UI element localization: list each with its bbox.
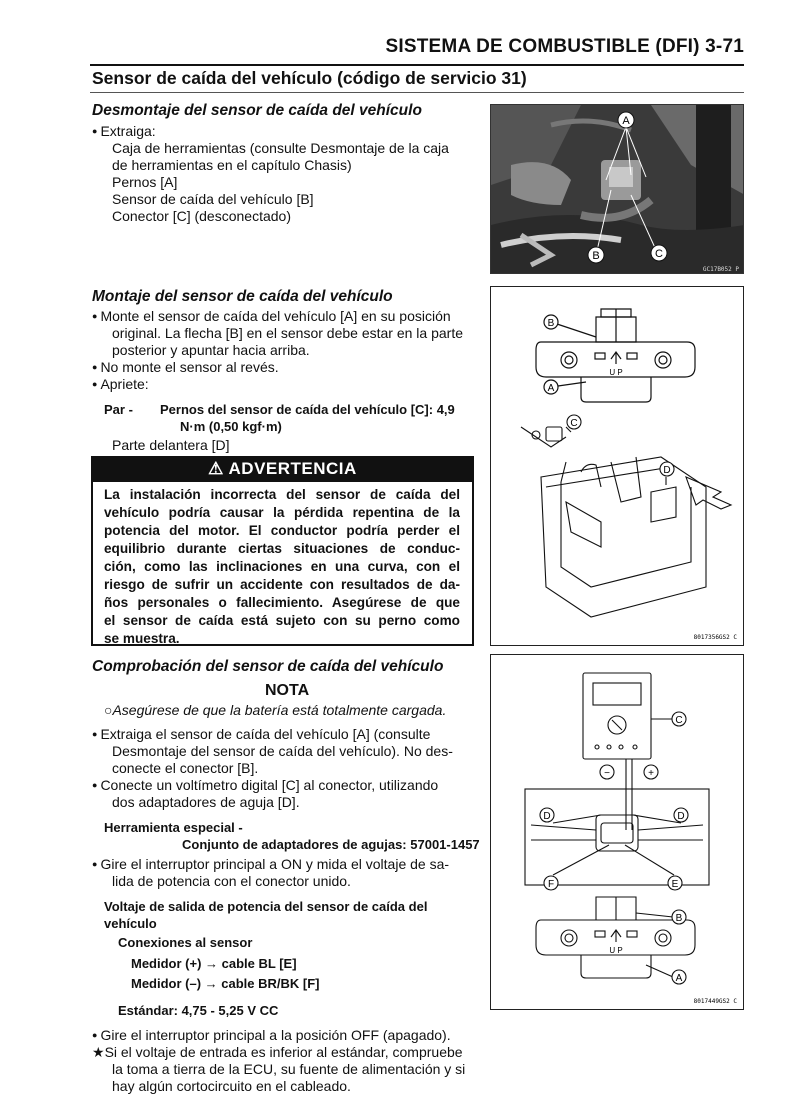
note-text: ○Asegúrese de que la batería está totalmente cargada.: [104, 702, 447, 718]
removal-line: Pernos [A]: [112, 174, 178, 190]
header-rule: [90, 64, 744, 66]
install-line: ● Apriete:: [92, 376, 149, 396]
photo-code: GC17B052 P: [702, 266, 739, 273]
check-figure: [490, 654, 744, 1010]
final-line: hay algún cortocircuito en el cableado.: [112, 1078, 351, 1094]
final-line: [92, 1044, 463, 1062]
star-icon: ★: [92, 1044, 105, 1060]
check-label-b: B: [675, 913, 683, 924]
check-line: ● Conecte un voltímetro digital [C] al conector, utilizando: [92, 777, 438, 797]
fig-label-b: B: [547, 318, 555, 329]
install-line: ● Monte el sensor de caída del vehículo [A] en su posición: [92, 308, 451, 328]
warning-line: riesgo de sufrir un accidente con resultados de da-: [104, 577, 460, 592]
spec-title: Voltaje de salida de potencia del sensor de caída del: [104, 899, 428, 914]
removal-line: Conector [C] (desconectado): [112, 208, 291, 224]
warning-line: se muestra.: [104, 631, 180, 646]
check-plus: +: [648, 768, 654, 779]
check-title: Comprobación del sensor de caída del vehículo: [92, 658, 444, 675]
tool-value: Conjunto de adaptadores de agujas: 57001-1457: [182, 837, 480, 852]
warning-line: ños personales o fallecimiento. Asegúrese de que: [104, 595, 460, 610]
meter-minus: Medidor (–) → cable BR/BK [F]: [131, 976, 320, 991]
torque-line: N·m (0,50 kgf·m): [180, 419, 282, 434]
install-line: ● No monte el sensor al revés.: [92, 359, 279, 379]
warning-line: equilibrio durante ciertas situaciones de conduc-: [104, 541, 460, 556]
warning-line: el sensor de caída está sujeto con su perno como: [104, 613, 460, 628]
switch-line: lida de potencia con el conector unido.: [112, 873, 351, 889]
warning-line: potencia del motor. El conductor podría perder el: [104, 523, 460, 538]
section-title: Sensor de caída del vehículo (código de servicio 31): [92, 68, 527, 88]
front-line: Parte delantera [D]: [112, 437, 230, 453]
torque-label: Par -: [104, 402, 133, 417]
tool-label: Herramienta especial -: [104, 820, 243, 835]
check-up-label: U P: [609, 946, 623, 955]
sensor-location-photo: [490, 104, 744, 274]
warning-line: ción, como las inclinaciones en una curva, con el: [104, 559, 460, 574]
fig-label-a: A: [547, 383, 555, 394]
removal-line: de herramientas en el capítulo Chasis): [112, 157, 352, 173]
check-minus: −: [604, 768, 610, 779]
check-label-d: D: [677, 811, 685, 822]
warning-title: ADVERTENCIA: [228, 459, 357, 478]
photo-label-a: A: [622, 115, 630, 127]
photo-label-b: B: [592, 250, 600, 262]
warning-line: La instalación incorrecta del sensor de caída del: [104, 487, 460, 502]
switch-line: ● Gire el interruptor principal a ON y mida el voltaje de sa-: [92, 856, 449, 876]
check-label-d: D: [543, 811, 551, 822]
check-label-e: E: [671, 879, 679, 890]
fig-label-c: C: [570, 418, 578, 429]
removal-line: Sensor de caída del vehículo [B]: [112, 191, 314, 207]
standard-value: Estándar: 4,75 - 5,25 V CC: [118, 1003, 279, 1018]
check-fig-code: 8017449GS2 C: [693, 998, 737, 1005]
install-fig-code: 8017356GS2 C: [693, 634, 737, 641]
check-label-c: C: [675, 715, 683, 726]
final-line: ● Gire el interruptor principal a la posición OFF (apagado).: [92, 1027, 451, 1047]
install-line: original. La flecha [B] en el sensor debe estar en la parte: [112, 325, 463, 341]
page-header: SISTEMA DE COMBUSTIBLE (DFI) 3-71: [385, 36, 744, 57]
warning-icon: ⚠: [208, 459, 224, 478]
torque-line: Pernos del sensor de caída del vehículo [C]: 4,9: [160, 402, 455, 417]
check-line: conecte el conector [B].: [112, 760, 259, 776]
install-line: posterior y apuntar hacia arriba.: [112, 342, 310, 358]
fig-label-d: D: [663, 465, 671, 476]
final-line: la toma a tierra de la ECU, su fuente de alimentación y si: [112, 1061, 466, 1077]
spec-title: vehículo: [104, 916, 157, 931]
install-figure: [490, 286, 744, 646]
section-rule: [90, 92, 744, 93]
warning-line: vehículo podría causar la pérdida repentina de la: [104, 505, 460, 520]
removal-title: Desmontaje del sensor de caída del vehículo: [92, 102, 422, 119]
install-title: Montaje del sensor de caída del vehículo: [92, 288, 393, 305]
conn-label: Conexiones al sensor: [118, 935, 253, 950]
check-line: ● Extraiga el sensor de caída del vehículo [A] (consulte: [92, 726, 430, 746]
photo-label-c: C: [655, 248, 663, 260]
final-line-text: Si el voltaje de entrada es inferior al estándar, compruebe: [104, 1044, 463, 1060]
check-line: dos adaptadores de aguja [D].: [112, 794, 300, 810]
meter-plus: Medidor (+) → cable BL [E]: [131, 956, 297, 971]
fig-up-label: U P: [609, 368, 623, 377]
check-line: Desmontaje del sensor de caída del vehículo). No des-: [112, 743, 453, 759]
removal-line: ● Extraiga:: [92, 123, 156, 143]
check-label-a: A: [675, 973, 683, 984]
note-title: NOTA: [265, 682, 310, 699]
removal-line: Caja de herramientas (consulte Desmontaje de la caja: [112, 140, 449, 156]
warning-header: [91, 456, 474, 482]
check-label-f: F: [547, 879, 555, 890]
